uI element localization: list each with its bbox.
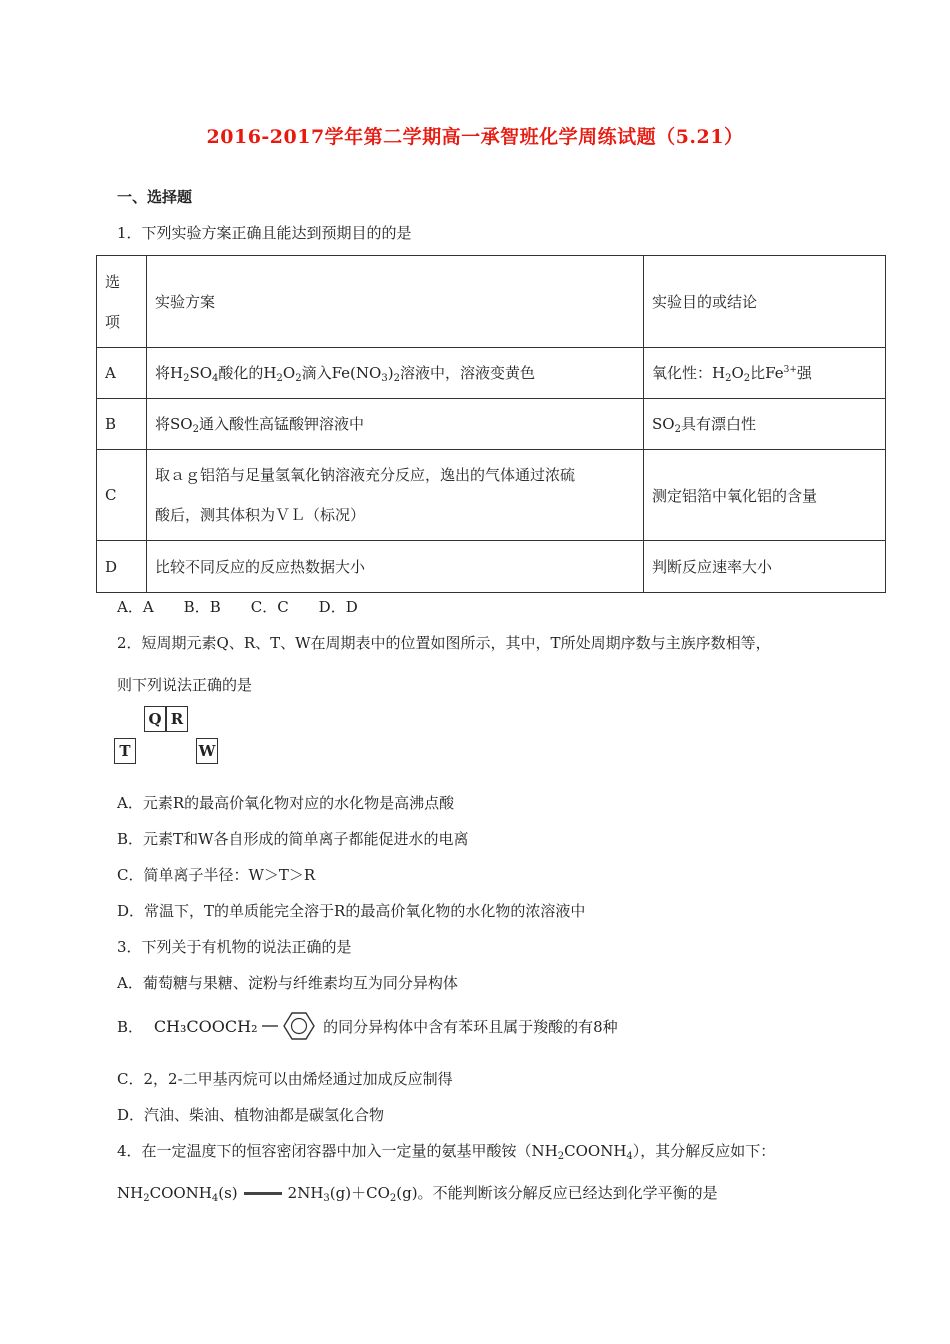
q1-choices: A．A B．B C．C D．D — [117, 598, 358, 616]
section-heading: 一、选择题 — [117, 188, 193, 206]
q4-equation: $NH_2COONH_4(s)$ $2NH_3(g)+CO_2(g)$。不能判断该分解反应已经达到化学平衡的是 — [117, 1184, 718, 1204]
q3-option-b-label: B． — [117, 1017, 144, 1036]
q3-option-a: A．葡萄糖与果糖、淀粉与纤维素均互为同分异构体 — [117, 974, 458, 992]
row-goal: 判断反应速率大小 — [644, 541, 886, 593]
table-header-row — [97, 256, 886, 348]
header-option-line2: 项 — [105, 312, 121, 331]
row-goal: 氧化性：$H_2O_2$比$Fe^{3+}$强 — [644, 348, 886, 399]
q1-stem: 1．下列实验方案正确且能达到预期目的的是 — [117, 224, 412, 242]
q1-table — [96, 255, 886, 593]
q2-option-a: A．元素R的最高价氧化物对应的水化物是高沸点酸 — [117, 794, 455, 812]
table-row — [97, 450, 886, 541]
table-row — [97, 348, 886, 399]
row-option: D — [97, 541, 147, 593]
row-plan: 将$SO_2$通入酸性高锰酸钾溶液中 — [147, 399, 644, 450]
cell-r: R — [166, 706, 188, 732]
equilibrium-arrow-icon — [244, 1192, 282, 1195]
row-plan: 将$H_2SO_4$酸化的$H_2O_2$滴入$Fe(NO_3)_2$溶液中，溶液变黄色 — [147, 348, 644, 399]
benzene-ring-icon — [262, 1008, 318, 1044]
q3-option-d: D．汽油、柴油、植物油都是碳氢化合物 — [117, 1106, 385, 1124]
q3-option-b — [117, 1008, 618, 1048]
row-goal: 测定铝箔中氧化铝的含量 — [644, 450, 886, 541]
q4-stem: 4．在一定温度下的恒容密闭容器中加入一定量的氨基甲酸铵$(NH_2COONH_4)$，其分解反应如下： — [117, 1142, 776, 1162]
q2-option-d: D．常温下，T的单质能完全溶于R的最高价氧化物的水化物的浓溶液中 — [117, 902, 586, 920]
header-option — [97, 256, 147, 348]
header-plan: 实验方案 — [147, 256, 644, 348]
cell-t: T — [114, 738, 136, 764]
table-row — [97, 399, 886, 450]
cell-q: Q — [144, 706, 166, 732]
row-option: A — [97, 348, 147, 399]
header-option-line1: 选 — [105, 272, 121, 291]
q2-stem-line2: 则下列说法正确的是 — [117, 676, 253, 694]
page-title: 2016-2017学年第二学期高一承智班化学周练试题（5.21） — [206, 126, 744, 148]
row-option: C — [97, 450, 147, 541]
cell-w: W — [196, 738, 218, 764]
q3-option-c: C．2，2-二甲基丙烷可以由烯烃通过加成反应制得 — [117, 1070, 453, 1088]
periodic-table-fragment — [114, 706, 226, 764]
structure-formula: CH₃COOCH₂ — [153, 1016, 258, 1036]
q2-option-c: C．简单离子半径：W＞T＞R — [117, 866, 316, 884]
row-goal: $SO_2$具有漂白性 — [644, 399, 886, 450]
row-plan-line2: 酸后，测其体积为ＶＬ（标况） — [155, 506, 366, 524]
row-plan-line1: 取ａｇ铝箔与足量氢氧化钠溶液充分反应，逸出的气体通过浓硫 — [155, 466, 576, 484]
q3-stem: 3．下列关于有机物的说法正确的是 — [117, 938, 352, 956]
q2-stem-line1: 2．短周期元素Q、R、T、W在周期表中的位置如图所示，其中，T所处周期序数与主族序数相等， — [117, 634, 771, 652]
header-goal: 实验目的或结论 — [644, 256, 886, 348]
row-option: B — [97, 399, 147, 450]
q2-option-b: B．元素T和W各自形成的简单离子都能促进水的电离 — [117, 830, 469, 848]
row-plan: 比较不同反应的反应热数据大小 — [147, 541, 644, 593]
q3-option-b-text: 的同分异构体中含有苯环且属于羧酸的有8种 — [323, 1017, 618, 1036]
table-row — [97, 541, 886, 593]
row-plan — [147, 450, 644, 541]
